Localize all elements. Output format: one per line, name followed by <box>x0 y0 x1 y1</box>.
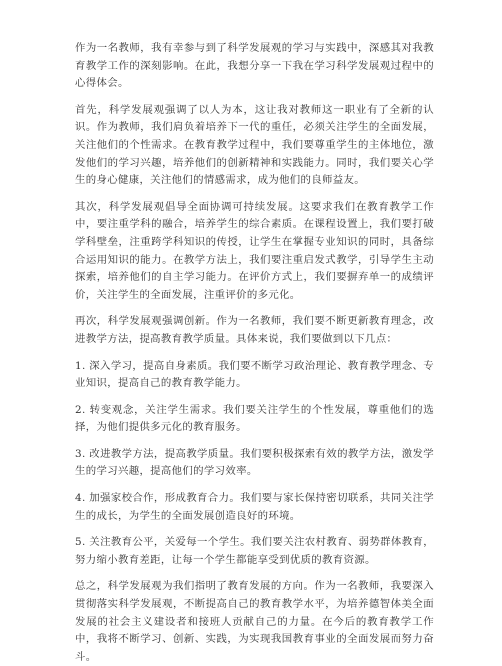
intro-paragraph: 作为一名教师，我有幸参与到了科学发展观的学习与实践中，深感其对我教育教学工作的深刻影响。在此，我想分享一下我在学习科学发展观过程中的心得体会。 <box>75 42 434 90</box>
first-point-paragraph: 首先，科学发展观强调了以人为本，这让我对教师这一职业有了全新的认识。作为教师，我们肩负着培养下一代的重任，必须关注学生的全面发展，关注他们的个性需求。在教育教学过程中，我们要尊重学生的主体地位，激发他们的学习兴趣，培养他们的创新精神和实践能力。同时，我们要关心学生的身心健康，关注他们的情感需求，成为他们的良师益友。 <box>75 103 434 187</box>
conclusion-paragraph: 总之，科学发展观为我们指明了教育发展的方向。作为一名教师，我要深入贯彻落实科学发展观，不断提高自己的教育教学水平，为培养德智体美全面发展的社会主义建设者和接班人贡献自己的力量。在今后的教育教学工作中，我将不断学习、创新、实践，为实现我国教育事业的全面发展而努力奋斗。 <box>75 580 434 663</box>
third-point-paragraph: 再次，科学发展观强调创新。作为一名教师，我们要不断更新教育理念，改进教学方法，提高教育教学质量。具体来说，我们要做到以下几点： <box>75 315 434 345</box>
list-item-3: 3. 改进教学方法，提高教学质量。我们要积极探索有效的教学方法，激发学生的学习兴趣，提高他们的学习效率。 <box>75 447 434 478</box>
second-point-paragraph: 其次，科学发展观倡导全面协调可持续发展。这要求我们在教育教学工作中，要注重学科的融合，培养学生的综合素质。在课程设置上，我们要打破学科壁垒，注重跨学科知识的传授，让学生在掌握专业知识的同时，具备综合运用知识的能力。在教学方法上，我们要注重启发式教学，引导学生主动探索，培养他们的自主学习能力。在评价方式上，我们要摒弃单一的成绩评价，关注学生的全面发展，注重评价的多元化。 <box>75 200 434 301</box>
list-item-2: 2. 转变观念，关注学生需求。我们要关注学生的个性发展，尊重他们的选择，为他们提供多元化的教育服务。 <box>75 403 434 434</box>
list-item-4: 4. 加强家校合作，形成教育合力。我们要与家长保持密切联系，共同关注学生的成长，为学生的全面发展创造良好的环境。 <box>75 492 434 522</box>
list-item-5: 5. 关注教育公平，关爱每一个学生。我们要关注农村教育、弱势群体教育，努力缩小教育差距，让每一个学生都能享受到优质的教育资源。 <box>75 536 434 566</box>
list-item-1: 1. 深入学习，提高自身素质。我们要不断学习政治理论、教育教学理念、专业知识，提高自己的教育教学能力。 <box>75 359 434 390</box>
